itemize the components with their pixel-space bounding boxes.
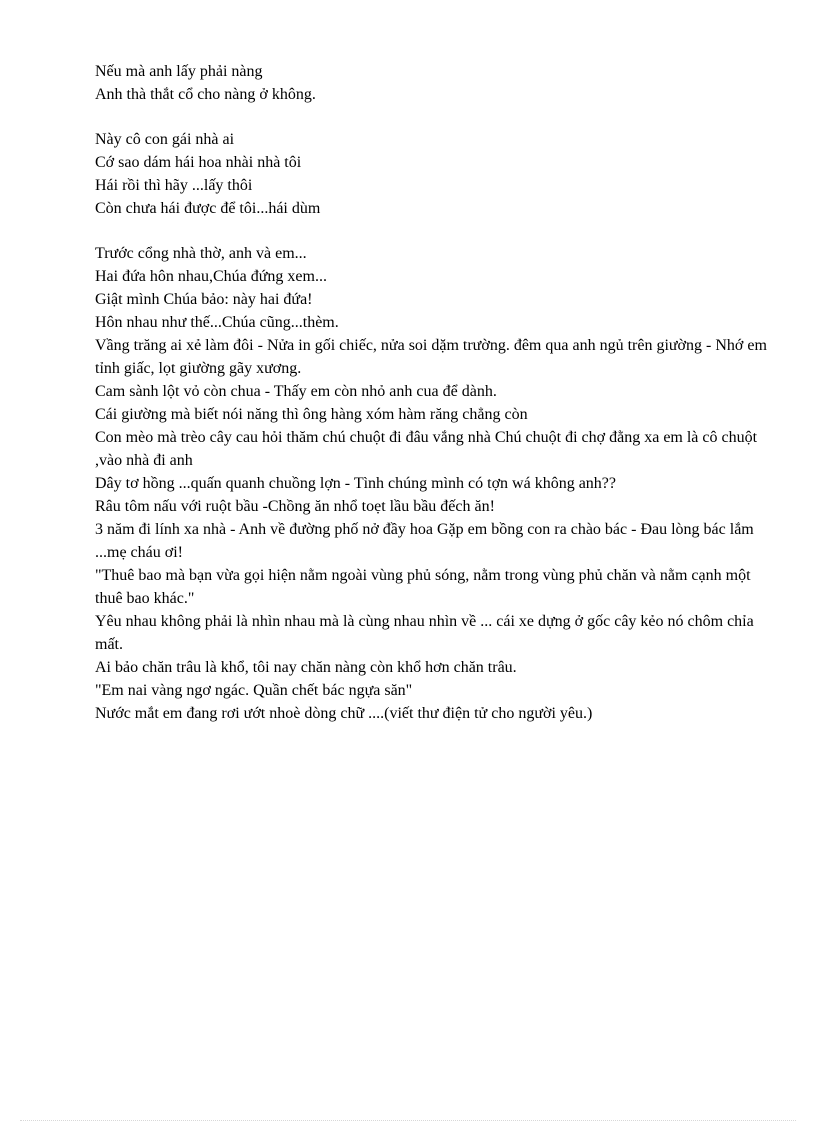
poem-stanza-1 bbox=[95, 60, 775, 106]
paragraph: Cam sành lột vỏ còn chua - Thấy em còn nhỏ anh cua để dành. bbox=[95, 383, 497, 400]
paragraph: Vầng trăng ai xẻ làm đôi - Nửa in gối chiếc, nửa soi dặm trường. đêm qua anh ngủ trên giường - Nhớ em tỉnh giấc, lọt giường gãy xương. bbox=[95, 337, 767, 377]
poem-line: Còn chưa hái được để tôi...hái dùm bbox=[95, 200, 321, 217]
poem-line: Cớ sao dám hái hoa nhài nhà tôi bbox=[95, 154, 302, 171]
poem-line: Hôn nhau như thế...Chúa cũng...thèm. bbox=[95, 314, 339, 331]
poem-line: Hai đứa hôn nhau,Chúa đứng xem... bbox=[95, 268, 327, 285]
document-page bbox=[95, 60, 775, 725]
paragraph: Râu tôm nấu với ruột bầu -Chồng ăn nhổ toẹt lầu bầu đếch ăn! bbox=[95, 498, 495, 515]
paragraph: Con mèo mà trèo cây cau hỏi thăm chú chuột đi đâu vắng nhà Chú chuột đi chợ đằng xa em là cô chuột ,vào nhà đi anh bbox=[95, 429, 758, 469]
paragraph: Cái giường mà biết nói năng thì ông hàng xóm hàm răng chẳng còn bbox=[95, 406, 528, 423]
paragraph: "Em nai vàng ngơ ngác. Quần chết bác ngựa săn" bbox=[95, 682, 413, 699]
poem-stanza-3 bbox=[95, 242, 775, 334]
poem-line: Trước cổng nhà thờ, anh và em... bbox=[95, 245, 307, 262]
poem-line: Nếu mà anh lấy phải nàng bbox=[95, 63, 263, 80]
poem-stanza-2 bbox=[95, 128, 775, 220]
paragraph: Nước mắt em đang rơi ướt nhoè dòng chữ ....(viết thư điện tử cho người yêu.) bbox=[95, 705, 593, 722]
poem-line: Anh thà thắt cổ cho nàng ở không. bbox=[95, 86, 316, 103]
poem-line: Giật mình Chúa bảo: này hai đứa! bbox=[95, 291, 313, 308]
paragraph: 3 năm đi lính xa nhà - Anh về đường phố nở đầy hoa Gặp em bồng con ra chào bác - Đau lòng bác lắm ...mẹ cháu ơi! bbox=[95, 521, 754, 561]
paragraph: Dây tơ hồng ...quấn quanh chuồng lợn - Tình chúng mình có tợn wá không anh?? bbox=[95, 475, 616, 492]
poem-line: Hái rồi thì hãy ...lấy thôi bbox=[95, 177, 253, 194]
paragraph: "Thuê bao mà bạn vừa gọi hiện nằm ngoài vùng phủ sóng, nằm trong vùng phủ chăn và nằm cạnh một thuê bao khác." bbox=[95, 567, 751, 607]
paragraph: Ai bảo chăn trâu là khổ, tôi nay chăn nàng còn khổ hơn chăn trâu. bbox=[95, 659, 517, 676]
poem-line: Này cô con gái nhà ai bbox=[95, 131, 235, 148]
paragraph: Yêu nhau không phải là nhìn nhau mà là cùng nhau nhìn về ... cái xe dựng ở gốc cây kẻo nó chôm chỉa mất. bbox=[95, 613, 754, 653]
page-bottom-divider bbox=[20, 1120, 796, 1121]
